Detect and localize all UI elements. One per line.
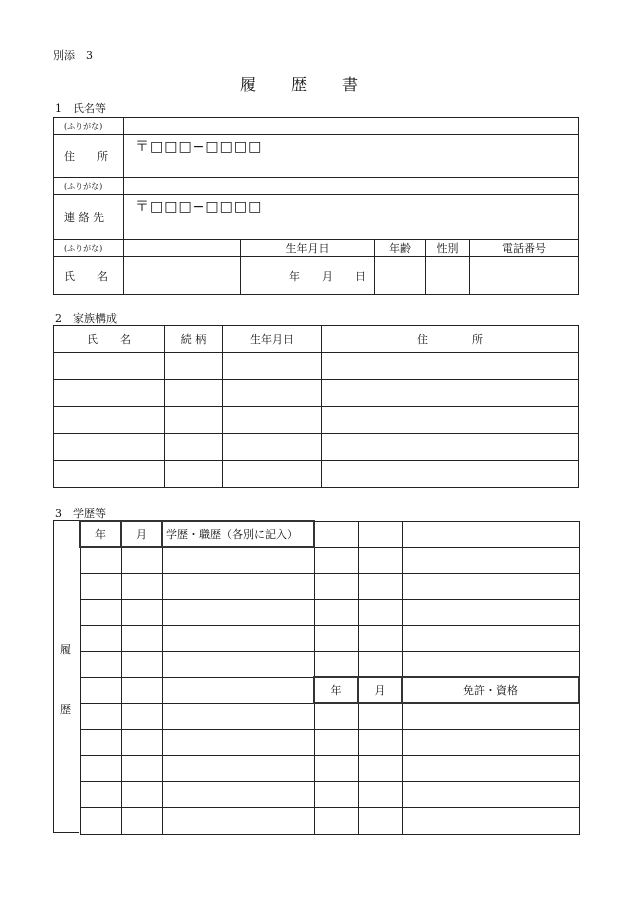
license-col-year: 年	[314, 677, 358, 703]
license-name-cell[interactable]	[402, 755, 579, 781]
grid-cell[interactable]	[358, 547, 402, 573]
history-description-cell[interactable]	[162, 703, 314, 729]
license-month-cell[interactable]	[358, 781, 402, 807]
history-side-char: 歴	[60, 703, 71, 716]
family-relation-cell[interactable]	[165, 380, 223, 407]
history-month-cell[interactable]	[121, 651, 162, 677]
license-name-cell[interactable]	[402, 781, 579, 807]
history-description-cell[interactable]	[162, 547, 314, 573]
family-relation-cell[interactable]	[165, 434, 223, 461]
history-year-cell[interactable]	[80, 547, 121, 573]
history-side-label	[53, 520, 79, 833]
history-year-cell[interactable]	[80, 625, 121, 651]
family-dob-cell[interactable]	[223, 434, 322, 461]
family-name-cell[interactable]	[54, 407, 165, 434]
history-description-cell[interactable]	[162, 729, 314, 755]
history-year-cell[interactable]	[80, 781, 121, 807]
grid-cell[interactable]	[358, 573, 402, 599]
history-description-cell[interactable]	[162, 573, 314, 599]
license-year-cell[interactable]	[314, 781, 358, 807]
sex-header: 性別	[426, 240, 470, 257]
license-month-cell[interactable]	[358, 703, 402, 729]
license-col-name: 免許・資格	[402, 677, 579, 703]
section1-heading: 1 氏名等	[55, 102, 106, 115]
history-year-cell[interactable]	[80, 599, 121, 625]
grid-cell[interactable]	[402, 573, 579, 599]
address-field[interactable]	[124, 135, 579, 178]
history-month-cell[interactable]	[121, 755, 162, 781]
family-name-cell[interactable]	[54, 461, 165, 488]
age-field[interactable]	[375, 257, 426, 295]
family-name-cell[interactable]	[54, 380, 165, 407]
license-month-cell[interactable]	[358, 807, 402, 834]
history-month-cell[interactable]	[121, 781, 162, 807]
family-table	[53, 325, 579, 488]
family-col-name: 氏 名	[54, 326, 165, 353]
grid-cell[interactable]	[358, 651, 402, 677]
history-year-cell[interactable]	[80, 677, 121, 703]
license-year-cell[interactable]	[314, 807, 358, 834]
name-field[interactable]	[124, 257, 241, 295]
furigana-label: (ふりがな)	[54, 178, 124, 195]
history-col-description: 学歴・職歴（各別に記入）	[162, 521, 314, 547]
family-address-cell[interactable]	[322, 407, 579, 434]
history-month-cell[interactable]	[121, 625, 162, 651]
history-year-cell[interactable]	[80, 807, 121, 834]
history-col-year: 年	[80, 521, 121, 547]
dob-field[interactable]: 年 月 日	[241, 257, 375, 295]
section3-heading: 3 学歴等	[55, 507, 106, 520]
license-name-cell[interactable]	[402, 729, 579, 755]
license-month-cell[interactable]	[358, 729, 402, 755]
postal-code-boxes: 〒□□□−□□□□	[135, 199, 263, 215]
history-description-cell[interactable]	[162, 755, 314, 781]
family-dob-cell[interactable]	[223, 353, 322, 380]
address-furigana-field[interactable]	[124, 118, 579, 135]
family-dob-cell[interactable]	[223, 461, 322, 488]
grid-cell[interactable]	[402, 625, 579, 651]
history-description-cell[interactable]	[162, 677, 314, 703]
history-description-cell[interactable]	[162, 781, 314, 807]
history-col-month: 月	[121, 521, 162, 547]
grid-cell[interactable]	[402, 521, 579, 547]
family-address-cell[interactable]	[322, 434, 579, 461]
history-month-cell[interactable]	[121, 573, 162, 599]
contact-field[interactable]	[124, 195, 579, 240]
history-month-cell[interactable]	[121, 599, 162, 625]
history-month-cell[interactable]	[121, 703, 162, 729]
history-description-cell[interactable]	[162, 599, 314, 625]
family-address-cell[interactable]	[322, 380, 579, 407]
furigana-label: (ふりがな)	[54, 240, 124, 257]
history-description-cell[interactable]	[162, 807, 314, 834]
license-year-cell[interactable]	[314, 755, 358, 781]
personal-info-table	[53, 117, 579, 295]
history-table	[79, 520, 580, 835]
license-month-cell[interactable]	[358, 755, 402, 781]
contact-label: 連 絡 先	[54, 195, 124, 240]
history-description-cell[interactable]	[162, 651, 314, 677]
family-dob-cell[interactable]	[223, 407, 322, 434]
furigana-label: (ふりがな)	[54, 118, 124, 135]
family-address-cell[interactable]	[322, 353, 579, 380]
document-title: 履 歴 書	[240, 75, 360, 94]
attachment-label: 別添 3	[53, 49, 93, 62]
grid-cell[interactable]	[314, 625, 358, 651]
grid-cell[interactable]	[358, 521, 402, 547]
license-year-cell[interactable]	[314, 729, 358, 755]
grid-cell[interactable]	[402, 599, 579, 625]
family-name-cell[interactable]	[54, 434, 165, 461]
history-month-cell[interactable]	[121, 547, 162, 573]
family-relation-cell[interactable]	[165, 461, 223, 488]
license-name-cell[interactable]	[402, 703, 579, 729]
postal-code-boxes: 〒□□□−□□□□	[135, 139, 263, 155]
license-year-cell[interactable]	[314, 703, 358, 729]
family-col-dob: 生年月日	[223, 326, 322, 353]
address-label: 住 所	[54, 135, 124, 178]
grid-cell[interactable]	[314, 573, 358, 599]
license-col-month: 月	[358, 677, 402, 703]
history-month-cell[interactable]	[121, 677, 162, 703]
family-relation-cell[interactable]	[165, 353, 223, 380]
history-side-char: 履	[60, 643, 71, 656]
phone-header: 電話番号	[470, 240, 579, 257]
family-relation-cell[interactable]	[165, 407, 223, 434]
history-year-cell[interactable]	[80, 651, 121, 677]
license-name-cell[interactable]	[402, 807, 579, 834]
history-month-cell[interactable]	[121, 729, 162, 755]
history-year-cell[interactable]	[80, 573, 121, 599]
family-name-cell[interactable]	[54, 353, 165, 380]
family-dob-cell[interactable]	[223, 380, 322, 407]
name-label: 氏 名	[54, 257, 124, 295]
grid-cell[interactable]	[402, 651, 579, 677]
family-address-cell[interactable]	[322, 461, 579, 488]
family-col-address: 住 所	[322, 326, 579, 353]
phone-field[interactable]	[470, 257, 579, 295]
history-month-cell[interactable]	[121, 807, 162, 834]
grid-cell[interactable]	[402, 547, 579, 573]
dob-header: 生年月日	[241, 240, 375, 257]
history-year-cell[interactable]	[80, 729, 121, 755]
section2-heading: 2 家族構成	[55, 312, 117, 325]
grid-cell[interactable]	[358, 625, 402, 651]
age-header: 年齢	[375, 240, 426, 257]
sex-field[interactable]	[426, 257, 470, 295]
grid-cell[interactable]	[358, 599, 402, 625]
grid-cell[interactable]	[314, 521, 358, 547]
grid-cell[interactable]	[314, 547, 358, 573]
grid-cell[interactable]	[314, 599, 358, 625]
contact-furigana-field[interactable]	[124, 178, 579, 195]
name-furigana-field[interactable]	[124, 240, 241, 257]
history-year-cell[interactable]	[80, 703, 121, 729]
grid-cell[interactable]	[314, 651, 358, 677]
history-description-cell[interactable]	[162, 625, 314, 651]
history-year-cell[interactable]	[80, 755, 121, 781]
family-col-relation: 続 柄	[165, 326, 223, 353]
